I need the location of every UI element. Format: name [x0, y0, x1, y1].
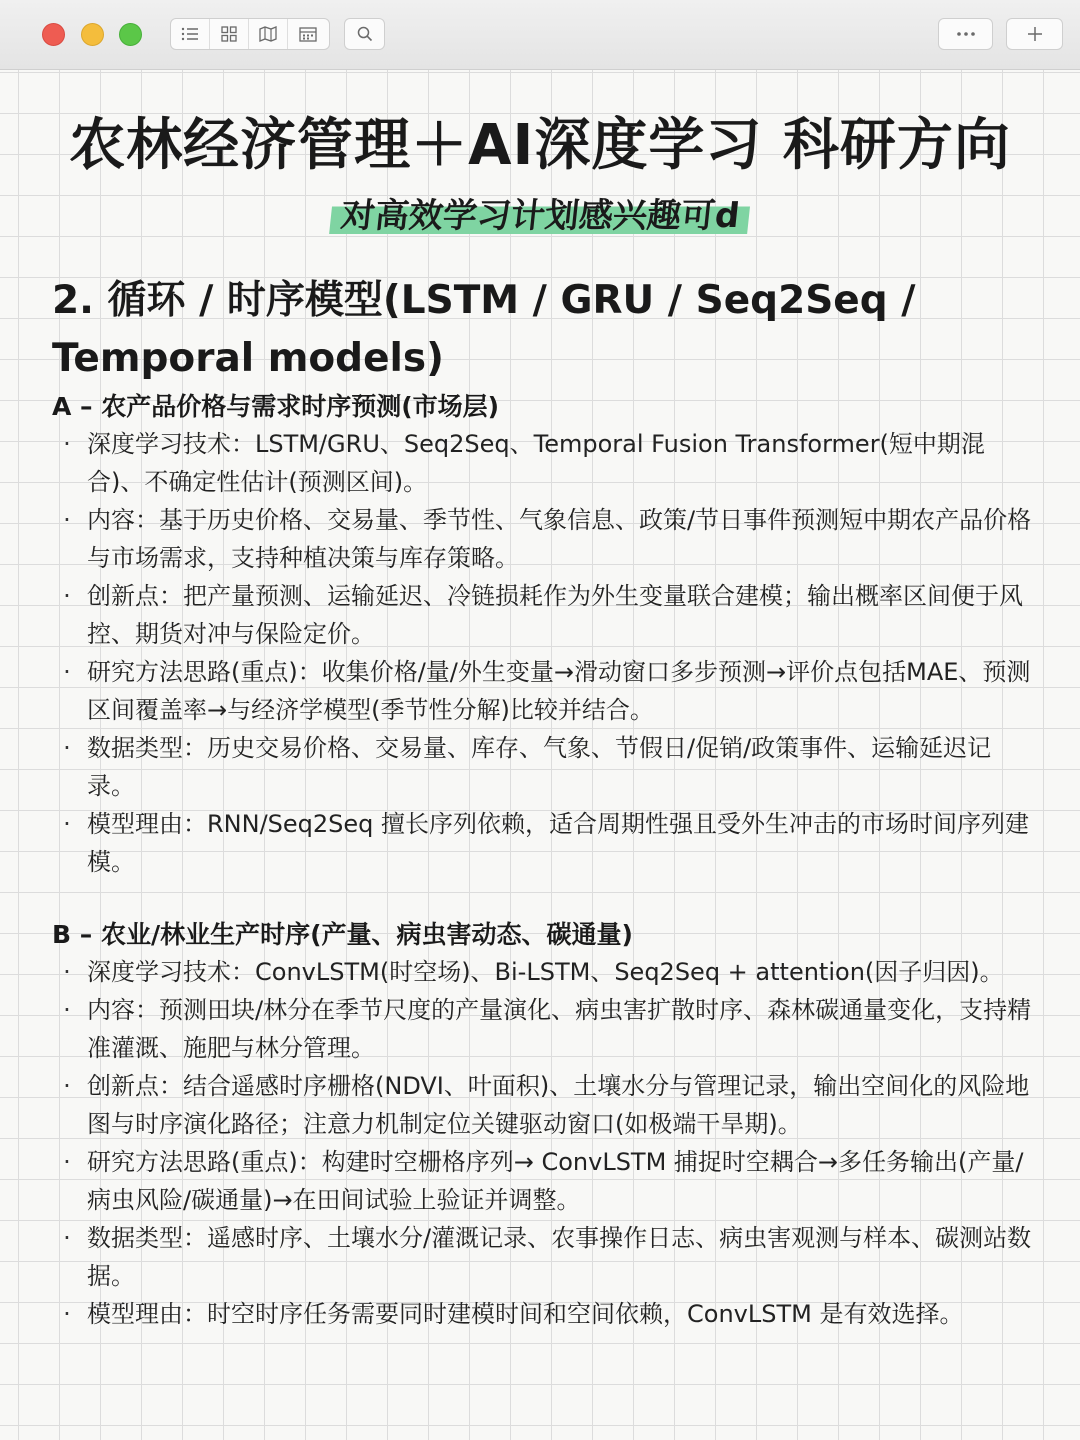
- search-icon: [357, 26, 373, 42]
- subsection-b-heading: B – 农业/林业生产时序(产量、病虫害动态、碳通量): [52, 920, 633, 949]
- list-item: [58, 953, 1033, 991]
- grid-icon: [221, 26, 237, 42]
- calendar-view-button[interactable]: [288, 19, 327, 49]
- list-item: [58, 729, 1033, 805]
- list-item: [58, 805, 1033, 881]
- list-item: [58, 991, 1033, 1067]
- more-options-button[interactable]: [938, 18, 993, 50]
- search-button[interactable]: [344, 18, 385, 50]
- subsection-a-heading: A – 农产品价格与需求时序预测(市场层): [52, 392, 500, 421]
- bullet-marker: ·: [63, 996, 71, 1024]
- list-icon: [181, 27, 199, 41]
- map-view-button[interactable]: [249, 19, 288, 49]
- bullet-marker: ·: [63, 1224, 71, 1252]
- bullet-text: 研究方法思路(重点)：收集价格/量/外生变量→滑动窗口多步预测→评价点包括MAE、预测区间覆盖率→与经济学模型(季节性分解)比较并结合。: [87, 658, 1031, 724]
- bullet-text: 研究方法思路(重点)：构建时空栅格序列→ ConvLSTM 捕捉时空耦合→多任务输出(产量/病虫风险/碳通量)→在田间试验上验证并调整。: [87, 1148, 1024, 1214]
- list-item: [58, 501, 1033, 577]
- close-window-button[interactable]: [42, 23, 65, 46]
- bullet-marker: ·: [63, 1072, 71, 1100]
- list-view-button[interactable]: [171, 19, 210, 49]
- list-item: [58, 653, 1033, 729]
- map-icon: [259, 26, 277, 42]
- bullet-text: 数据类型：遥感时序、土壤水分/灌溉记录、农事操作日志、病虫害观测与样本、碳测站数据。: [87, 1224, 1032, 1290]
- bullet-text: 模型理由：时空时序任务需要同时建模时间和空间依赖，ConvLSTM 是有效选择。: [87, 1300, 964, 1328]
- window-toolbar: [0, 0, 1080, 70]
- subsection-a-list: [58, 425, 1033, 881]
- list-item: [58, 1067, 1033, 1143]
- more-icon: [956, 31, 976, 37]
- bullet-marker: ·: [63, 658, 71, 686]
- bullet-marker: ·: [63, 734, 71, 762]
- bullet-text: 内容：基于历史价格、交易量、季节性、气象信息、政策/节日事件预测短中期农产品价格与市场需求，支持种植决策与库存策略。: [87, 506, 1032, 572]
- bullet-text: 内容：预测田块/林分在季节尺度的产量演化、病虫害扩散时序、森林碳通量变化，支持精准灌溉、施肥与林分管理。: [87, 996, 1032, 1062]
- bullet-marker: ·: [63, 810, 71, 838]
- bullet-marker: ·: [63, 958, 71, 986]
- bullet-text: 模型理由：RNN/Seq2Seq 擅长序列依赖，适合周期性强且受外生冲击的市场时间序列建模。: [87, 810, 1030, 876]
- bullet-marker: ·: [63, 582, 71, 610]
- calendar-icon: [299, 26, 317, 42]
- bullet-marker: ·: [63, 1148, 71, 1176]
- bullet-marker: ·: [63, 1300, 71, 1328]
- subtitle-container: [0, 192, 1080, 240]
- bullet-marker: ·: [63, 506, 71, 534]
- new-note-button[interactable]: [1006, 18, 1063, 50]
- grid-view-button[interactable]: [210, 19, 249, 49]
- subsection-b-list: [58, 953, 1033, 1333]
- view-mode-group: [170, 18, 330, 50]
- list-item: [58, 425, 1033, 501]
- bullet-text: 数据类型：历史交易价格、交易量、库存、气象、节假日/促销/政策事件、运输延迟记录。: [87, 734, 992, 800]
- list-item: [58, 577, 1033, 653]
- bullet-text: 深度学习技术：LSTM/GRU、Seq2Seq、Temporal Fusion Transformer(短中期混合)、不确定性估计(预测区间)。: [87, 430, 985, 496]
- list-item: [58, 1295, 1033, 1333]
- bullet-marker: ·: [63, 430, 71, 458]
- plus-icon: [1027, 26, 1043, 42]
- bullet-text: 创新点：把产量预测、运输延迟、冷链损耗作为外生变量联合建模；输出概率区间便于风控、期货对冲与保险定价。: [87, 582, 1023, 648]
- page-title: 农林经济管理＋AI深度学习 科研方向: [69, 113, 1011, 178]
- section-heading: 2. 循环 / 时序模型(LSTM / GRU / Seq2Seq / Temporal models): [52, 278, 916, 381]
- list-item: [58, 1143, 1033, 1219]
- zoom-window-button[interactable]: [119, 23, 142, 46]
- bullet-text: 深度学习技术：ConvLSTM(时空场)、Bi-LSTM、Seq2Seq + attention(因子归因)。: [87, 958, 1004, 986]
- list-item: [58, 1219, 1033, 1295]
- bullet-text: 创新点：结合遥感时序栅格(NDVI、叶面积)、土壤水分与管理记录，输出空间化的风险地图与时序演化路径；注意力机制定位关键驱动窗口(如极端干旱期)。: [87, 1072, 1030, 1138]
- minimize-window-button[interactable]: [81, 23, 104, 46]
- highlighted-subtitle: 对高效学习计划感兴趣可d: [328, 192, 751, 240]
